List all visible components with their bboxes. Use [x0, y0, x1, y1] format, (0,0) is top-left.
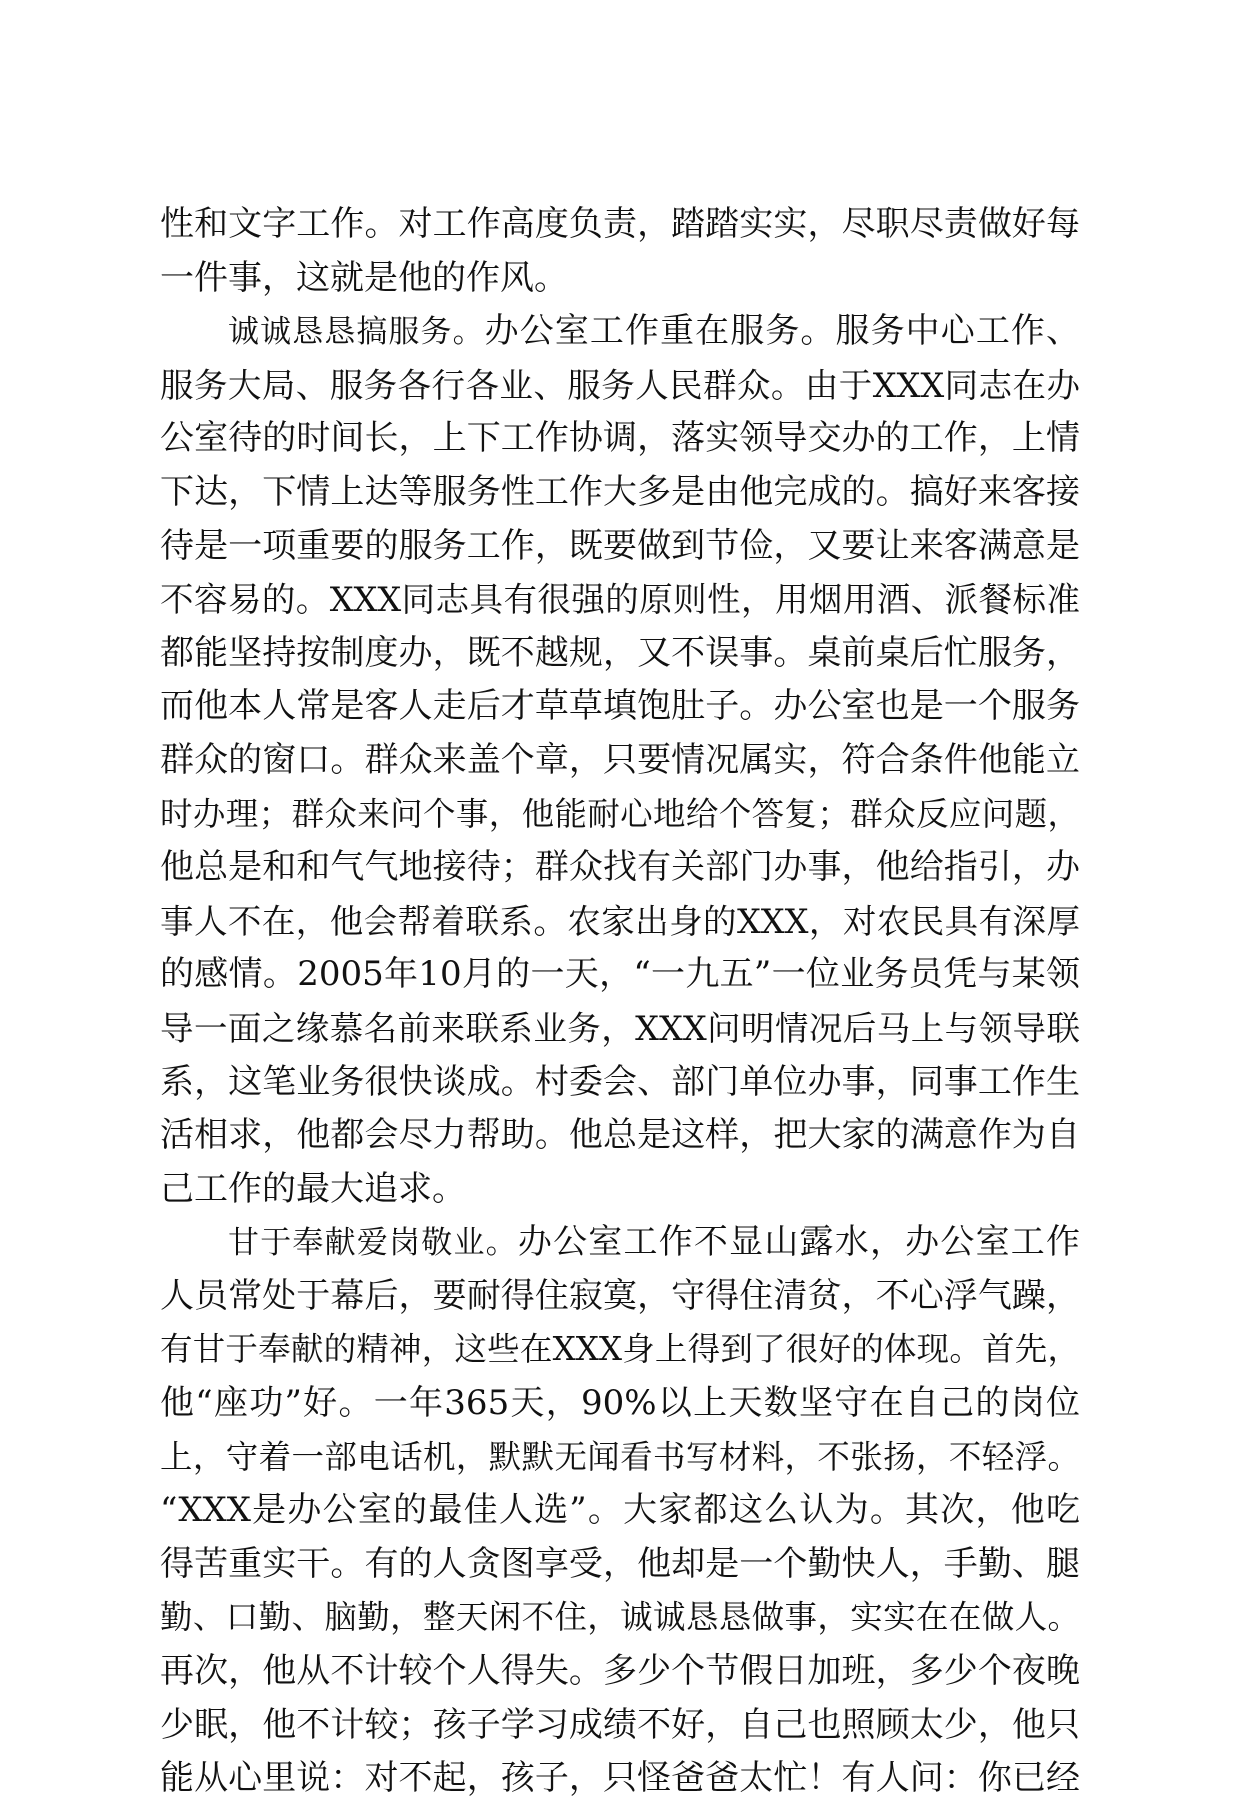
text-line	[160, 412, 1080, 466]
text-line	[160, 788, 1080, 842]
line-text: 公室待的时间长，上下工作协调，落实领导交办的工作，上情	[160, 418, 1080, 459]
line-text: 性和文字工作。对工作高度负责，踏踏实实，尽职尽责做好每	[160, 204, 1080, 244]
section-heading: 诚诚恳恳搞服务。	[228, 314, 485, 351]
line-text: 己工作的最大追求。	[160, 1168, 466, 1209]
text-line	[160, 1538, 1080, 1592]
text-line	[160, 1591, 1080, 1645]
line-text: 勤、口勤、脑勤，整天闲不住，诚诚恳恳做事，实实在在做人。	[160, 1598, 1080, 1637]
text-line	[160, 734, 1080, 788]
line-text: 有甘于奉献的精神，这些在XXX身上得到了很好的体现。首先，	[160, 1330, 1080, 1369]
line-text: 人员常处于幕后，要耐得住寂寞，守得住清贫，不心浮气躁，	[160, 1275, 1080, 1316]
line-text: 待是一项重要的服务工作，既要做到节俭，又要让来客满意是	[160, 525, 1080, 566]
text-line	[160, 627, 1080, 681]
line-text: 办公室工作不显山露水，办公室工作	[517, 1222, 1080, 1263]
text-line	[160, 1645, 1080, 1699]
line-text: 办公室工作重在服务。服务中心工作、	[484, 311, 1081, 352]
text-line	[160, 1109, 1080, 1163]
text-line	[160, 841, 1080, 895]
text-line	[160, 680, 1080, 734]
section-heading: 甘于奉献爱岗敬业。	[228, 1225, 518, 1262]
text-line	[160, 1270, 1080, 1324]
line-text: 的感情。2005年10月的一天，“一九五”一位业务员凭与某领	[160, 954, 1080, 995]
text-line	[160, 1699, 1080, 1753]
line-text: “XXX是办公室的最佳人选”。大家都这么认为。其次，他吃	[160, 1490, 1080, 1531]
text-line	[160, 359, 1080, 413]
text-line	[160, 1484, 1080, 1538]
line-text: 得苦重实干。有的人贪图享受，他却是一个勤快人，手勤、腿	[160, 1543, 1080, 1584]
text-line	[160, 198, 1080, 252]
line-text: 他总是和和气气地接待；群众找有关部门办事，他给指引，办	[160, 847, 1080, 888]
text-line	[160, 1431, 1080, 1485]
line-text: 导一面之缘慕名前来联系业务，XXX问明情况后马上与领导联	[160, 1008, 1080, 1048]
paragraph-heading-line	[160, 1216, 1080, 1270]
paragraph-heading-line	[160, 305, 1080, 359]
line-text: 时办理；群众来问个事，他能耐心地给个答复；群众反应问题，	[160, 794, 1080, 833]
text-line	[160, 948, 1080, 1002]
text-line	[160, 895, 1080, 949]
line-text: 上，守着一部电话机，默默无闻看书写材料，不张扬，不轻浮。	[160, 1437, 1080, 1476]
text-line	[160, 1002, 1080, 1056]
line-text: 少眠，他不计较；孩子学习成绩不好，自己也照顾太少，他只	[160, 1704, 1080, 1745]
line-text: 不容易的。XXX同志具有很强的原则性，用烟用酒、派餐标准	[160, 580, 1080, 620]
line-text: 服务大局、服务各行各业、服务人民群众。由于XXX同志在办	[160, 365, 1080, 405]
text-line	[160, 520, 1080, 574]
line-text: 活相求，他都会尽力帮助。他总是这样，把大家的满意作为自	[160, 1115, 1080, 1156]
text-line	[160, 573, 1080, 627]
line-text: 下达，下情上达等服务性工作大多是由他完成的。搞好来客接	[160, 471, 1080, 512]
line-text: 群众的窗口。群众来盖个章，只要情况属实，符合条件他能立	[160, 739, 1080, 780]
line-text: 系，这笔业务很快谈成。村委会、部门单位办事，同事工作生	[160, 1061, 1080, 1102]
text-line	[160, 1752, 1080, 1806]
line-text: 事人不在，他会帮着联系。农家出身的XXX，对农民具有深厚	[160, 901, 1080, 941]
text-line	[160, 466, 1080, 520]
line-text: 他“座功”好。一年365天，90%以上天数坚守在自己的岗位	[160, 1383, 1080, 1424]
body-text	[160, 198, 1080, 1806]
line-text: 都能坚持按制度办，既不越规，又不误事。桌前桌后忙服务，	[160, 632, 1080, 673]
text-line	[160, 252, 1080, 306]
text-line	[160, 1056, 1080, 1110]
line-text: 而他本人常是客人走后才草草填饱肚子。办公室也是一个服务	[160, 686, 1080, 727]
line-text: 再次，他从不计较个人得失。多少个节假日加班，多少个夜晚	[160, 1651, 1080, 1692]
line-text: 能从心里说：对不起，孩子，只怪爸爸太忙！有人问：你已经	[160, 1758, 1080, 1799]
text-line	[160, 1377, 1080, 1431]
text-line	[160, 1163, 1080, 1217]
text-line	[160, 1323, 1080, 1377]
line-text: 一件事，这就是他的作风。	[160, 257, 568, 298]
